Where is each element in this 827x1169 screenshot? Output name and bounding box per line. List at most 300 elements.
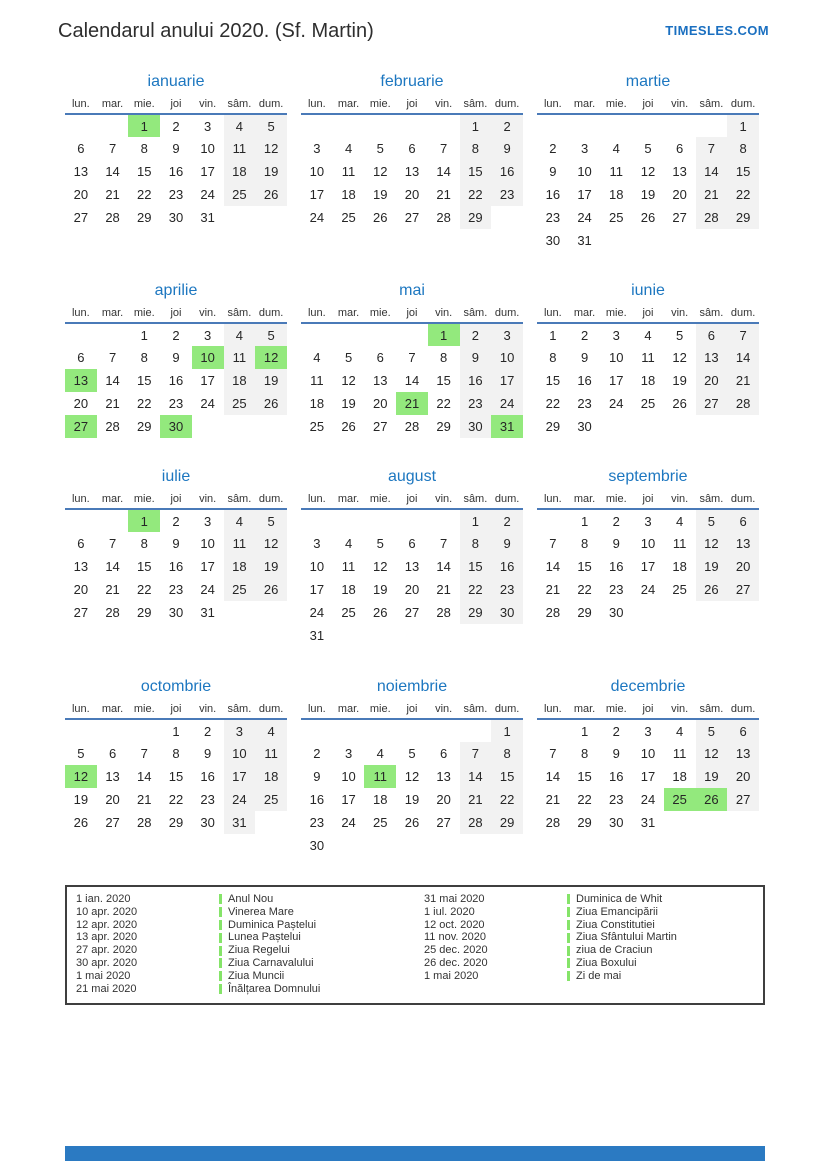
weekend-day-cell[interactable]: 5	[255, 509, 287, 532]
month-title[interactable]: august	[387, 468, 437, 485]
day-cell[interactable]: 2	[172, 327, 180, 343]
weekend-day-cell[interactable]: 25	[224, 183, 256, 206]
weekend-day-cell[interactable]: 1	[491, 719, 523, 742]
weekend-day-cell[interactable]: 17	[224, 765, 256, 788]
weekend-day-cell[interactable]: 16	[460, 369, 492, 392]
day-cell[interactable]: 17	[341, 792, 356, 807]
day-cell[interactable]: 11	[641, 350, 655, 365]
weekend-day-cell[interactable]: 13	[727, 532, 759, 555]
holiday-day-cell[interactable]: 30	[160, 415, 192, 438]
holiday-day-cell[interactable]: 1	[128, 114, 160, 137]
holiday-day-cell[interactable]: 25	[664, 788, 696, 811]
day-cell[interactable]: 4	[344, 536, 353, 551]
day-cell[interactable]: 4	[612, 141, 620, 156]
weekend-day-cell[interactable]: 8	[460, 532, 492, 555]
day-cell[interactable]: 6	[408, 141, 416, 156]
weekend-day-cell[interactable]: 23	[491, 183, 523, 206]
weekend-day-cell[interactable]: 11	[224, 532, 256, 555]
day-cell[interactable]: 20	[672, 187, 687, 202]
day-cell[interactable]: 18	[640, 373, 656, 388]
day-cell[interactable]: 20	[404, 582, 420, 597]
day-cell[interactable]: 25	[341, 605, 356, 620]
day-cell[interactable]: 8	[140, 536, 148, 551]
weekend-day-cell[interactable]: 13	[696, 346, 728, 369]
day-cell[interactable]: 9	[313, 769, 321, 784]
day-cell[interactable]: 6	[77, 141, 85, 156]
day-cell[interactable]: 8	[580, 536, 589, 551]
day-cell[interactable]: 31	[200, 605, 215, 620]
day-cell[interactable]: 7	[440, 141, 448, 156]
day-cell[interactable]: 3	[644, 723, 652, 739]
day-cell[interactable]: 30	[577, 419, 592, 434]
day-cell[interactable]: 19	[672, 373, 687, 388]
day-cell[interactable]: 29	[137, 605, 152, 620]
holiday-day-cell[interactable]: 31	[491, 415, 523, 438]
day-cell[interactable]: 24	[200, 396, 215, 411]
day-cell[interactable]: 15	[577, 769, 592, 784]
day-cell[interactable]: 21	[545, 582, 561, 597]
day-cell[interactable]: 25	[609, 210, 624, 225]
day-cell[interactable]: 16	[168, 164, 184, 179]
weekend-day-cell[interactable]: 3	[224, 719, 256, 742]
day-cell[interactable]: 20	[105, 792, 120, 807]
day-cell[interactable]: 14	[137, 769, 152, 784]
day-cell[interactable]: 24	[309, 605, 325, 620]
weekend-day-cell[interactable]: 25	[255, 788, 287, 811]
day-cell[interactable]: 22	[137, 582, 152, 597]
day-cell[interactable]: 21	[105, 396, 120, 411]
holiday-day-cell[interactable]: 21	[396, 392, 428, 415]
day-cell[interactable]: 1	[580, 723, 589, 739]
day-cell[interactable]: 14	[545, 559, 561, 574]
weekend-day-cell[interactable]: 20	[727, 765, 759, 788]
day-cell[interactable]: 18	[309, 396, 325, 411]
day-cell[interactable]: 1	[172, 723, 180, 739]
day-cell[interactable]: 3	[204, 118, 212, 134]
day-cell[interactable]: 9	[172, 350, 180, 365]
day-cell[interactable]: 22	[545, 396, 561, 411]
day-cell[interactable]: 13	[404, 559, 420, 574]
day-cell[interactable]: 13	[436, 769, 451, 784]
weekend-day-cell[interactable]: 5	[255, 114, 287, 137]
day-cell[interactable]: 18	[341, 187, 356, 202]
weekend-day-cell[interactable]: 19	[696, 555, 728, 578]
day-cell[interactable]: 29	[577, 815, 592, 830]
day-cell[interactable]: 13	[672, 164, 687, 179]
day-cell[interactable]: 28	[105, 210, 120, 225]
day-cell[interactable]: 27	[436, 815, 451, 830]
day-cell[interactable]: 21	[436, 187, 451, 202]
day-cell[interactable]: 30	[545, 233, 561, 248]
day-cell[interactable]: 6	[77, 536, 85, 551]
weekend-day-cell[interactable]: 27	[727, 578, 759, 601]
day-cell[interactable]: 3	[344, 746, 353, 761]
day-cell[interactable]: 30	[168, 605, 184, 620]
day-cell[interactable]: 29	[137, 419, 152, 434]
weekend-day-cell[interactable]: 19	[255, 160, 287, 183]
weekend-day-cell[interactable]: 10	[224, 742, 256, 765]
month-title[interactable]: martie	[625, 73, 671, 90]
weekend-day-cell[interactable]: 19	[696, 765, 728, 788]
holiday-day-cell[interactable]: 1	[128, 509, 160, 532]
weekend-day-cell[interactable]: 9	[460, 346, 492, 369]
weekend-day-cell[interactable]: 29	[460, 206, 492, 229]
day-cell[interactable]: 16	[577, 373, 592, 388]
day-cell[interactable]: 16	[200, 769, 215, 784]
weekend-day-cell[interactable]: 24	[224, 788, 256, 811]
weekend-day-cell[interactable]: 12	[255, 137, 287, 160]
day-cell[interactable]: 5	[376, 141, 384, 156]
day-cell[interactable]: 18	[341, 582, 356, 597]
weekend-day-cell[interactable]: 11	[224, 346, 256, 369]
day-cell[interactable]: 12	[373, 559, 388, 574]
day-cell[interactable]: 23	[200, 792, 215, 807]
day-cell[interactable]: 12	[672, 350, 687, 365]
weekend-day-cell[interactable]: 18	[224, 369, 256, 392]
weekend-day-cell[interactable]: 24	[491, 392, 523, 415]
weekend-day-cell[interactable]: 12	[696, 742, 728, 765]
day-cell[interactable]: 27	[404, 210, 420, 225]
day-cell[interactable]: 5	[77, 746, 85, 761]
weekend-day-cell[interactable]: 8	[491, 742, 523, 765]
weekend-day-cell[interactable]: 5	[696, 509, 728, 532]
day-cell[interactable]: 11	[310, 373, 324, 388]
weekend-day-cell[interactable]: 13	[727, 742, 759, 765]
day-cell[interactable]: 21	[137, 792, 152, 807]
day-cell[interactable]: 21	[105, 187, 120, 202]
weekend-day-cell[interactable]: 6	[696, 323, 728, 346]
day-cell[interactable]: 17	[309, 187, 325, 202]
day-cell[interactable]: 2	[549, 141, 557, 156]
day-cell[interactable]: 30	[609, 815, 624, 830]
day-cell[interactable]: 8	[440, 350, 448, 365]
weekend-day-cell[interactable]: 22	[491, 788, 523, 811]
weekend-day-cell[interactable]: 9	[491, 137, 523, 160]
day-cell[interactable]: 6	[408, 536, 416, 551]
day-cell[interactable]: 6	[108, 746, 117, 761]
day-cell[interactable]: 5	[676, 327, 684, 343]
weekend-day-cell[interactable]: 4	[255, 719, 287, 742]
weekend-day-cell[interactable]: 25	[224, 392, 256, 415]
day-cell[interactable]: 28	[137, 815, 152, 830]
day-cell[interactable]: 6	[376, 350, 384, 365]
day-cell[interactable]: 9	[612, 746, 620, 761]
day-cell[interactable]: 18	[672, 559, 687, 574]
weekend-day-cell[interactable]: 14	[696, 160, 728, 183]
day-cell[interactable]: 2	[172, 118, 180, 134]
month-title[interactable]: decembrie	[610, 678, 686, 695]
day-cell[interactable]: 7	[108, 141, 117, 156]
day-cell[interactable]: 15	[137, 373, 152, 388]
day-cell[interactable]: 28	[404, 419, 420, 434]
weekend-day-cell[interactable]: 8	[460, 137, 492, 160]
day-cell[interactable]: 24	[341, 815, 356, 830]
day-cell[interactable]: 21	[436, 582, 451, 597]
day-cell[interactable]: 24	[200, 582, 215, 597]
weekend-day-cell[interactable]: 11	[255, 742, 287, 765]
weekend-day-cell[interactable]: 7	[727, 323, 759, 346]
day-cell[interactable]: 7	[108, 350, 117, 365]
month-title[interactable]: ianuarie	[147, 73, 205, 90]
weekend-day-cell[interactable]: 4	[224, 323, 256, 346]
day-cell[interactable]: 23	[609, 792, 624, 807]
day-cell[interactable]: 3	[580, 141, 589, 156]
weekend-day-cell[interactable]: 29	[491, 811, 523, 834]
day-cell[interactable]: 18	[609, 187, 624, 202]
weekend-day-cell[interactable]: 20	[727, 555, 759, 578]
day-cell[interactable]: 13	[404, 164, 420, 179]
day-cell[interactable]: 22	[168, 792, 184, 807]
weekend-day-cell[interactable]: 22	[727, 183, 759, 206]
day-cell[interactable]: 27	[404, 605, 420, 620]
weekend-day-cell[interactable]: 15	[727, 160, 759, 183]
day-cell[interactable]: 24	[577, 210, 592, 225]
day-cell[interactable]: 26	[73, 815, 89, 830]
day-cell[interactable]: 28	[436, 605, 451, 620]
weekend-day-cell[interactable]: 26	[255, 392, 287, 415]
day-cell[interactable]: 16	[609, 559, 624, 574]
day-cell[interactable]: 17	[609, 373, 624, 388]
day-cell[interactable]: 3	[204, 513, 212, 529]
day-cell[interactable]: 3	[204, 327, 212, 343]
day-cell[interactable]: 11	[341, 164, 356, 179]
day-cell[interactable]: 29	[577, 605, 592, 620]
day-cell[interactable]: 2	[172, 513, 180, 529]
day-cell[interactable]: 10	[309, 164, 325, 179]
day-cell[interactable]: 20	[373, 396, 388, 411]
month-title[interactable]: iulie	[161, 468, 191, 485]
day-cell[interactable]: 2	[612, 513, 620, 529]
day-cell[interactable]: 21	[105, 582, 120, 597]
weekend-day-cell[interactable]: 6	[727, 509, 759, 532]
holiday-day-cell[interactable]: 11	[364, 765, 396, 788]
day-cell[interactable]: 7	[549, 536, 557, 551]
day-cell[interactable]: 28	[105, 419, 120, 434]
day-cell[interactable]: 31	[309, 628, 325, 643]
day-cell[interactable]: 29	[137, 210, 152, 225]
day-cell[interactable]: 14	[105, 164, 120, 179]
day-cell[interactable]: 7	[108, 536, 117, 551]
day-cell[interactable]: 10	[341, 769, 356, 784]
weekend-day-cell[interactable]: 27	[696, 392, 728, 415]
day-cell[interactable]: 19	[373, 187, 388, 202]
day-cell[interactable]: 15	[545, 373, 561, 388]
day-cell[interactable]: 17	[309, 582, 325, 597]
day-cell[interactable]: 26	[341, 419, 356, 434]
day-cell[interactable]: 30	[609, 605, 624, 620]
weekend-day-cell[interactable]: 23	[491, 578, 523, 601]
day-cell[interactable]: 16	[309, 792, 325, 807]
day-cell[interactable]: 23	[577, 396, 592, 411]
day-cell[interactable]: 13	[373, 373, 388, 388]
day-cell[interactable]: 1	[549, 327, 557, 343]
day-cell[interactable]: 22	[577, 582, 592, 597]
day-cell[interactable]: 17	[200, 164, 215, 179]
day-cell[interactable]: 17	[640, 559, 656, 574]
day-cell[interactable]: 14	[436, 559, 451, 574]
day-cell[interactable]: 25	[341, 210, 356, 225]
day-cell[interactable]: 6	[440, 746, 448, 761]
weekend-day-cell[interactable]: 16	[491, 160, 523, 183]
day-cell[interactable]: 4	[344, 141, 353, 156]
holiday-day-cell[interactable]: 12	[65, 765, 97, 788]
day-cell[interactable]: 2	[580, 327, 589, 343]
day-cell[interactable]: 21	[545, 792, 561, 807]
day-cell[interactable]: 8	[549, 350, 557, 365]
day-cell[interactable]: 18	[373, 792, 388, 807]
day-cell[interactable]: 29	[436, 419, 451, 434]
day-cell[interactable]: 7	[140, 746, 148, 761]
month-title[interactable]: octombrie	[140, 678, 212, 695]
day-cell[interactable]: 24	[640, 792, 656, 807]
month-title[interactable]: septembrie	[608, 468, 688, 485]
weekend-day-cell[interactable]: 1	[460, 509, 492, 532]
weekend-day-cell[interactable]: 19	[255, 555, 287, 578]
weekend-day-cell[interactable]: 5	[255, 323, 287, 346]
weekend-day-cell[interactable]: 15	[460, 160, 492, 183]
day-cell[interactable]: 29	[168, 815, 184, 830]
day-cell[interactable]: 9	[612, 536, 620, 551]
day-cell[interactable]: 23	[545, 210, 561, 225]
day-cell[interactable]: 28	[545, 815, 561, 830]
day-cell[interactable]: 19	[640, 187, 656, 202]
day-cell[interactable]: 23	[609, 582, 624, 597]
weekend-day-cell[interactable]: 20	[696, 369, 728, 392]
day-cell[interactable]: 7	[549, 746, 557, 761]
day-cell[interactable]: 1	[140, 327, 148, 343]
day-cell[interactable]: 4	[376, 746, 384, 761]
day-cell[interactable]: 8	[140, 141, 148, 156]
weekend-day-cell[interactable]: 26	[255, 183, 287, 206]
day-cell[interactable]: 9	[549, 164, 557, 179]
day-cell[interactable]: 19	[404, 792, 420, 807]
day-cell[interactable]: 25	[672, 582, 687, 597]
holiday-day-cell[interactable]: 10	[192, 346, 224, 369]
day-cell[interactable]: 5	[344, 350, 353, 365]
weekend-day-cell[interactable]: 16	[491, 555, 523, 578]
day-cell[interactable]: 8	[580, 746, 589, 761]
weekend-day-cell[interactable]: 19	[255, 369, 287, 392]
brand-link[interactable]: TIMESLES.COM	[665, 23, 769, 38]
day-cell[interactable]: 10	[640, 536, 656, 551]
weekend-day-cell[interactable]: 31	[224, 811, 256, 834]
day-cell[interactable]: 7	[408, 350, 416, 365]
day-cell[interactable]: 23	[168, 187, 184, 202]
day-cell[interactable]: 20	[73, 187, 89, 202]
weekend-day-cell[interactable]: 4	[224, 509, 256, 532]
day-cell[interactable]: 7	[440, 536, 448, 551]
weekend-day-cell[interactable]: 12	[255, 532, 287, 555]
weekend-day-cell[interactable]: 2	[460, 323, 492, 346]
weekend-day-cell[interactable]: 8	[727, 137, 759, 160]
day-cell[interactable]: 24	[200, 187, 215, 202]
day-cell[interactable]: 8	[140, 350, 148, 365]
day-cell[interactable]: 16	[545, 187, 561, 202]
day-cell[interactable]: 11	[609, 164, 623, 179]
day-cell[interactable]: 13	[105, 769, 120, 784]
day-cell[interactable]: 17	[577, 187, 592, 202]
day-cell[interactable]: 26	[640, 210, 656, 225]
day-cell[interactable]: 19	[341, 396, 356, 411]
day-cell[interactable]: 23	[309, 815, 325, 830]
day-cell[interactable]: 10	[577, 164, 592, 179]
weekend-day-cell[interactable]: 21	[727, 369, 759, 392]
day-cell[interactable]: 3	[612, 327, 620, 343]
day-cell[interactable]: 10	[200, 536, 215, 551]
holiday-day-cell[interactable]: 13	[65, 369, 97, 392]
weekend-day-cell[interactable]: 7	[696, 137, 728, 160]
day-cell[interactable]: 12	[341, 373, 356, 388]
day-cell[interactable]: 29	[545, 419, 561, 434]
day-cell[interactable]: 20	[73, 396, 89, 411]
weekend-day-cell[interactable]: 15	[491, 765, 523, 788]
weekend-day-cell[interactable]: 26	[696, 578, 728, 601]
day-cell[interactable]: 26	[373, 605, 388, 620]
day-cell[interactable]: 4	[676, 723, 684, 739]
weekend-day-cell[interactable]: 12	[696, 532, 728, 555]
weekend-day-cell[interactable]: 30	[460, 415, 492, 438]
weekend-day-cell[interactable]: 23	[460, 392, 492, 415]
day-cell[interactable]: 15	[137, 164, 152, 179]
weekend-day-cell[interactable]: 22	[460, 578, 492, 601]
weekend-day-cell[interactable]: 2	[491, 509, 523, 532]
weekend-day-cell[interactable]: 9	[491, 532, 523, 555]
day-cell[interactable]: 23	[168, 582, 184, 597]
weekend-day-cell[interactable]: 6	[727, 719, 759, 742]
day-cell[interactable]: 28	[545, 605, 561, 620]
day-cell[interactable]: 12	[404, 769, 420, 784]
month-title[interactable]: mai	[399, 282, 425, 299]
day-cell[interactable]: 3	[313, 536, 321, 551]
weekend-day-cell[interactable]: 21	[460, 788, 492, 811]
day-cell[interactable]: 2	[313, 746, 321, 761]
day-cell[interactable]: 22	[436, 396, 451, 411]
weekend-day-cell[interactable]: 18	[224, 160, 256, 183]
day-cell[interactable]: 15	[577, 559, 592, 574]
weekend-day-cell[interactable]: 1	[727, 114, 759, 137]
day-cell[interactable]: 20	[404, 187, 420, 202]
day-cell[interactable]: 10	[309, 559, 325, 574]
day-cell[interactable]: 27	[672, 210, 687, 225]
weekend-day-cell[interactable]: 10	[491, 346, 523, 369]
holiday-day-cell[interactable]: 12	[255, 346, 287, 369]
day-cell[interactable]: 14	[105, 559, 120, 574]
day-cell[interactable]: 4	[676, 513, 684, 529]
weekend-day-cell[interactable]: 28	[460, 811, 492, 834]
day-cell[interactable]: 15	[137, 559, 152, 574]
day-cell[interactable]: 16	[168, 559, 184, 574]
day-cell[interactable]: 27	[73, 210, 89, 225]
day-cell[interactable]: 2	[204, 723, 212, 739]
day-cell[interactable]: 10	[200, 141, 215, 156]
day-cell[interactable]: 23	[168, 396, 184, 411]
day-cell[interactable]: 30	[309, 838, 325, 853]
weekend-day-cell[interactable]: 2	[491, 114, 523, 137]
weekend-day-cell[interactable]: 26	[255, 578, 287, 601]
day-cell[interactable]: 17	[200, 559, 215, 574]
day-cell[interactable]: 5	[644, 141, 652, 156]
day-cell[interactable]: 14	[545, 769, 561, 784]
day-cell[interactable]: 27	[105, 815, 120, 830]
day-cell[interactable]: 3	[644, 513, 652, 529]
day-cell[interactable]: 3	[313, 141, 321, 156]
weekend-day-cell[interactable]: 25	[224, 578, 256, 601]
month-title[interactable]: aprilie	[154, 282, 198, 299]
weekend-day-cell[interactable]: 28	[727, 392, 759, 415]
day-cell[interactable]: 5	[376, 536, 384, 551]
weekend-day-cell[interactable]: 22	[460, 183, 492, 206]
holiday-day-cell[interactable]: 26	[696, 788, 728, 811]
